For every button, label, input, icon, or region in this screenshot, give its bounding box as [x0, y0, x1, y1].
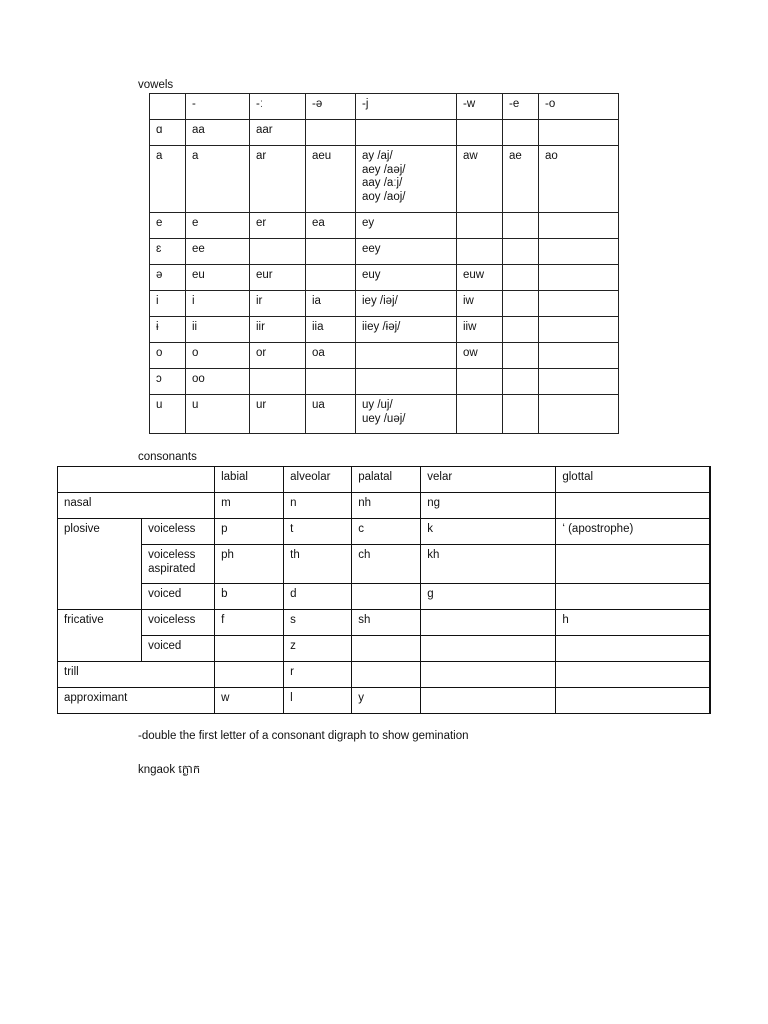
table-cell	[457, 120, 503, 146]
vowels-table	[149, 93, 619, 434]
table-cell	[539, 291, 619, 317]
fricative-voiced-row	[58, 636, 711, 662]
table-cell: iiw	[457, 317, 503, 343]
header-cell: -e	[503, 94, 539, 120]
row-label: ɨ	[150, 317, 186, 343]
header-cell	[58, 467, 215, 493]
table-cell: d	[284, 584, 352, 610]
row-label: ə	[150, 265, 186, 291]
nasal-row	[58, 493, 711, 519]
table-cell	[539, 120, 619, 146]
table-cell: h	[556, 610, 710, 636]
consonants-table	[57, 466, 711, 714]
table-cell: aw	[457, 146, 503, 213]
table-cell	[215, 636, 284, 662]
table-cell	[503, 317, 539, 343]
table-cell	[306, 120, 356, 146]
table-cell: oo	[186, 369, 250, 395]
table-cell: u	[186, 395, 250, 434]
plosive-voiced-row	[58, 584, 711, 610]
table-cell: ch	[352, 545, 421, 584]
row-label: fricative	[58, 610, 142, 662]
table-cell: ow	[457, 343, 503, 369]
table-cell: nh	[352, 493, 421, 519]
table-cell: eur	[250, 265, 306, 291]
table-cell: or	[250, 343, 306, 369]
table-cell: k	[421, 519, 556, 545]
table-cell	[503, 395, 539, 434]
table-cell: iir	[250, 317, 306, 343]
table-cell: euw	[457, 265, 503, 291]
header-cell: -o	[539, 94, 619, 120]
header-cell: -ə	[306, 94, 356, 120]
table-cell: ii	[186, 317, 250, 343]
table-cell: r	[284, 662, 352, 688]
gemination-note: -double the first letter of a consonant digraph to show gemination	[138, 730, 469, 742]
table-cell: iia	[306, 317, 356, 343]
row-label: i	[150, 291, 186, 317]
vowels-row	[150, 213, 619, 239]
table-cell: ae	[503, 146, 539, 213]
table-cell: e	[186, 213, 250, 239]
plosive-aspirated-row	[58, 545, 711, 584]
vowels-row	[150, 317, 619, 343]
vowels-row	[150, 291, 619, 317]
header-cell: velar	[421, 467, 556, 493]
table-cell	[421, 610, 556, 636]
header-cell: palatal	[352, 467, 421, 493]
table-cell	[250, 369, 306, 395]
table-cell	[539, 265, 619, 291]
sub-label: voiceless aspirated	[142, 545, 215, 584]
vowels-row	[150, 120, 619, 146]
header-cell: alveolar	[284, 467, 352, 493]
row-label: nasal	[58, 493, 215, 519]
vowels-row	[150, 369, 619, 395]
table-cell	[306, 265, 356, 291]
table-cell: iey /iəj/	[356, 291, 457, 317]
table-cell	[503, 239, 539, 265]
table-cell	[503, 369, 539, 395]
consonants-header-row	[58, 467, 711, 493]
table-cell: er	[250, 213, 306, 239]
table-cell: a	[186, 146, 250, 213]
table-cell	[556, 493, 710, 519]
table-cell: p	[215, 519, 284, 545]
table-cell: ey	[356, 213, 457, 239]
header-cell: -	[186, 94, 250, 120]
table-cell	[356, 343, 457, 369]
table-cell: iiey /ɨəj/	[356, 317, 457, 343]
row-label: ɛ	[150, 239, 186, 265]
table-cell: aa	[186, 120, 250, 146]
table-cell	[457, 395, 503, 434]
vowels-row	[150, 343, 619, 369]
table-cell	[503, 343, 539, 369]
table-cell	[457, 239, 503, 265]
table-cell	[556, 636, 710, 662]
row-label: e	[150, 213, 186, 239]
row-label: plosive	[58, 519, 142, 610]
table-cell: w	[215, 688, 284, 714]
table-cell: o	[186, 343, 250, 369]
row-label: ɔ	[150, 369, 186, 395]
table-cell	[539, 213, 619, 239]
table-cell	[306, 369, 356, 395]
table-cell	[352, 636, 421, 662]
table-cell: eu	[186, 265, 250, 291]
table-cell	[503, 265, 539, 291]
table-cell	[539, 395, 619, 434]
table-cell: ia	[306, 291, 356, 317]
table-cell	[556, 584, 710, 610]
table-cell: l	[284, 688, 352, 714]
table-cell	[215, 662, 284, 688]
table-cell	[503, 291, 539, 317]
approximant-row	[58, 688, 711, 714]
vowels-row	[150, 265, 619, 291]
table-cell: iw	[457, 291, 503, 317]
row-label: a	[150, 146, 186, 213]
table-cell: euy	[356, 265, 457, 291]
sub-label: voiced	[142, 584, 215, 610]
table-cell	[503, 213, 539, 239]
table-cell	[539, 369, 619, 395]
table-cell: ng	[421, 493, 556, 519]
table-cell: kh	[421, 545, 556, 584]
table-cell: aeu	[306, 146, 356, 213]
table-cell	[539, 239, 619, 265]
fricative-voiceless-row	[58, 610, 711, 636]
table-cell: ee	[186, 239, 250, 265]
table-cell: ph	[215, 545, 284, 584]
table-cell: ao	[539, 146, 619, 213]
table-cell: g	[421, 584, 556, 610]
consonants-heading: consonants	[138, 451, 197, 463]
vowels-header-row	[150, 94, 619, 120]
table-cell	[356, 369, 457, 395]
row-label: trill	[58, 662, 215, 688]
table-cell: sh	[352, 610, 421, 636]
table-cell: uy /uj/ uey /uəj/	[356, 395, 457, 434]
table-cell: eey	[356, 239, 457, 265]
header-cell: -w	[457, 94, 503, 120]
table-cell: z	[284, 636, 352, 662]
sub-label: voiceless	[142, 519, 215, 545]
table-cell	[457, 213, 503, 239]
table-cell: aar	[250, 120, 306, 146]
vowels-row	[150, 239, 619, 265]
row-label: approximant	[58, 688, 215, 714]
example-word: kngaok ក្ងោក	[138, 764, 201, 776]
vowels-row	[150, 146, 619, 213]
vowels-heading: vowels	[138, 79, 174, 91]
table-cell	[352, 662, 421, 688]
table-cell: ay /aj/ aey /aəj/ aay /aːj/ aoy /aoj/	[356, 146, 457, 213]
header-cell: glottal	[556, 467, 710, 493]
table-cell: b	[215, 584, 284, 610]
trill-row	[58, 662, 711, 688]
row-label: o	[150, 343, 186, 369]
vowels-row	[150, 395, 619, 434]
table-cell	[503, 120, 539, 146]
table-cell: oa	[306, 343, 356, 369]
table-cell: ‘ (apostrophe)	[556, 519, 710, 545]
table-cell: th	[284, 545, 352, 584]
header-cell	[150, 94, 186, 120]
table-cell: s	[284, 610, 352, 636]
header-cell: -j	[356, 94, 457, 120]
table-cell: t	[284, 519, 352, 545]
table-cell: f	[215, 610, 284, 636]
table-cell	[250, 239, 306, 265]
table-cell	[457, 369, 503, 395]
row-label: ɑ	[150, 120, 186, 146]
header-cell: -ː	[250, 94, 306, 120]
row-label: u	[150, 395, 186, 434]
table-cell	[556, 545, 710, 584]
sub-label: voiceless	[142, 610, 215, 636]
plosive-voiceless-row	[58, 519, 711, 545]
header-cell: labial	[215, 467, 284, 493]
table-cell	[356, 120, 457, 146]
table-cell	[539, 317, 619, 343]
table-cell	[539, 343, 619, 369]
table-cell	[352, 584, 421, 610]
table-cell: n	[284, 493, 352, 519]
table-cell: c	[352, 519, 421, 545]
table-cell: ir	[250, 291, 306, 317]
table-cell	[306, 239, 356, 265]
table-cell: ea	[306, 213, 356, 239]
table-cell: y	[352, 688, 421, 714]
table-cell	[556, 688, 710, 714]
table-cell	[421, 688, 556, 714]
table-cell: m	[215, 493, 284, 519]
table-cell	[556, 662, 710, 688]
table-cell: ur	[250, 395, 306, 434]
sub-label: voiced	[142, 636, 215, 662]
table-cell	[421, 662, 556, 688]
table-cell: i	[186, 291, 250, 317]
table-cell: ar	[250, 146, 306, 213]
table-cell: ua	[306, 395, 356, 434]
table-cell	[421, 636, 556, 662]
